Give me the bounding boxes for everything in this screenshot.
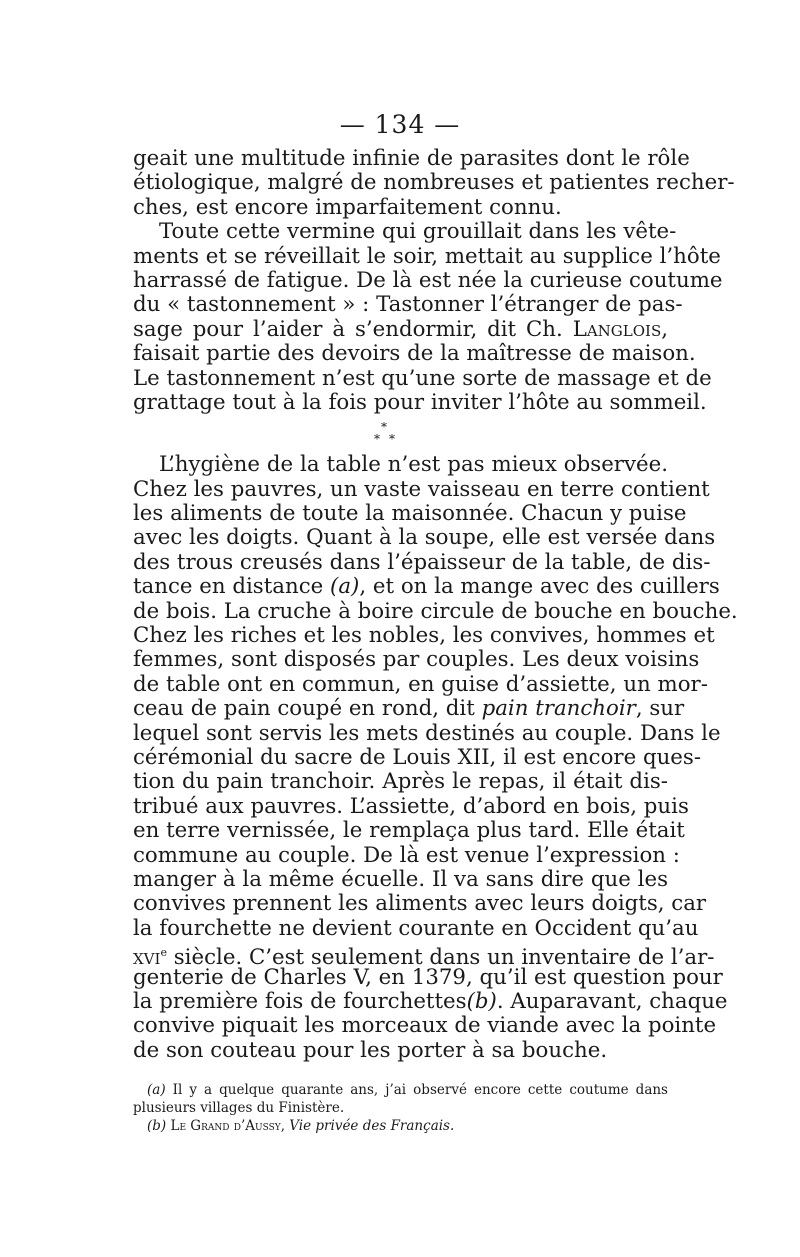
asterism-star: *	[389, 432, 395, 447]
text-line: tion du pain tranchoir. Après le repas, il était dis-	[133, 769, 668, 795]
text-line: étiologique, malgré de nombreuses et patientes recher-	[133, 170, 735, 196]
page-number: — 134 —	[339, 110, 461, 139]
line-text: sage pour l’aider à s’endormir, dit Ch.	[133, 316, 563, 342]
text-line: Le tastonnement n’est qu’une sorte de massage et de	[133, 365, 712, 391]
text-line: la fourchette ne devient courante en Occident qu’au	[133, 915, 699, 941]
footnote-a-continuation: plusieurs villages du Finistère.	[133, 1100, 345, 1117]
text-line: genterie de Charles V, en 1379, qu’il est question pour	[133, 964, 723, 990]
text-line: de son couteau pour les porter à sa bouche.	[133, 1037, 608, 1063]
footnote-b	[133, 1117, 668, 1135]
century-superscript: e	[160, 946, 167, 960]
author-name: Langlois,	[572, 316, 668, 342]
text-line: grattage tout à la fois pour inviter l’hôte au sommeil.	[133, 389, 707, 415]
century-numeral: xvi	[133, 945, 161, 971]
footnote-ref-b[interactable]: (b)	[466, 988, 497, 1014]
text-line: faisait partie des devoirs de la maîtresse de maison.	[133, 341, 696, 367]
text-line: les aliments de toute la maisonnée. Chacun y puise	[133, 501, 687, 527]
text-line-with-author	[133, 318, 668, 342]
text-line-with-ref-a	[133, 574, 720, 600]
text-line: harrassé de fatigue. De là est née la curieuse coutume	[133, 267, 723, 293]
footnote-marker-a: (a)	[147, 1082, 166, 1099]
line-text: , et on la mange avec des cuillers	[359, 574, 720, 600]
text-line: des trous creusés dans l’épaisseur de la table, de dis-	[133, 549, 711, 575]
line-text: . Auparavant, chaque	[496, 988, 728, 1014]
text-line-with-italic-term	[133, 696, 685, 722]
footnote-marker-b: (b)	[147, 1118, 167, 1135]
text-line: geait une multitude infinie de parasites dont le rôle	[133, 146, 690, 171]
main-text	[133, 146, 738, 1135]
text-line: Chez les pauvres, un vaste vaisseau en terre contient	[133, 476, 710, 502]
footnote-text: Il y a quelque quarante ans, j’ai observé encore cette coutume dans	[172, 1082, 668, 1099]
text-line: de bois. La cruche à boire circule de bouche en bouche.	[133, 598, 738, 624]
text-line: Chez les riches et les nobles, les convives, hommes et	[133, 623, 715, 649]
asterism	[133, 415, 668, 453]
text-line: manger à la même écuelle. Il va sans dire que les	[133, 866, 668, 892]
text-line: Toute cette vermine qui grouillait dans les vête-	[159, 219, 677, 245]
footnote-title: Vie privée des Français.	[289, 1118, 455, 1135]
text-line: convives prennent les aliments avec leurs doigts, car	[133, 891, 707, 917]
paragraph-1	[133, 146, 735, 220]
line-text: siècle. C’est seulement dans un inventaire de l’ar-	[173, 945, 715, 971]
paragraph-3	[133, 452, 738, 1063]
line-text: ceau de pain coupé en rond, dit	[133, 696, 475, 722]
text-line: cérémonial du sacre de Louis XII, il est encore ques-	[133, 744, 702, 770]
text-line: ments et se réveillait le soir, mettait au supplice l’hôte	[133, 243, 721, 269]
footnote-author: Le Grand d’Aussy,	[170, 1118, 285, 1135]
text-line: ches, est encore imparfaitement connu.	[133, 194, 562, 220]
text-line: commune au couple. De là est venue l’expression :	[133, 842, 680, 868]
text-line: lequel sont servis les mets destinés au couple. Dans le	[133, 720, 721, 746]
text-line-with-century	[133, 941, 715, 971]
text-line: L’hygiène de la table n’est pas mieux observée.	[159, 452, 668, 478]
line-text: la première fois de fourchettes	[133, 988, 467, 1014]
paragraph-2	[133, 219, 723, 415]
text-line: en terre vernissée, le remplaça plus tard. Elle était	[133, 818, 685, 844]
italic-term: pain tranchoir	[481, 696, 636, 722]
footnotes	[133, 1081, 668, 1135]
footnote-a	[133, 1081, 668, 1099]
text-line: du « tastonnement » : Tastonner l’étranger de pas-	[133, 292, 683, 318]
line-text: tance en distance	[133, 574, 324, 600]
text-line: avec les doigts. Quant à la soupe, elle est versée dans	[133, 525, 716, 551]
asterism-star: *	[374, 432, 380, 447]
text-line: de table ont en commun, en guise d’assiette, un mor-	[133, 671, 708, 697]
text-line: convive piquait les morceaux de viande avec la pointe	[133, 1013, 717, 1039]
line-text: , sur	[635, 696, 685, 722]
asterism-star: *	[381, 420, 387, 435]
text-line: tribué aux pauvres. L’assiette, d’abord en bois, puis	[133, 793, 689, 819]
text-line-with-ref-b	[133, 988, 728, 1014]
footnote-ref-a[interactable]: (a)	[330, 574, 360, 600]
text-line: femmes, sont disposés par couples. Les deux voisins	[133, 647, 700, 673]
